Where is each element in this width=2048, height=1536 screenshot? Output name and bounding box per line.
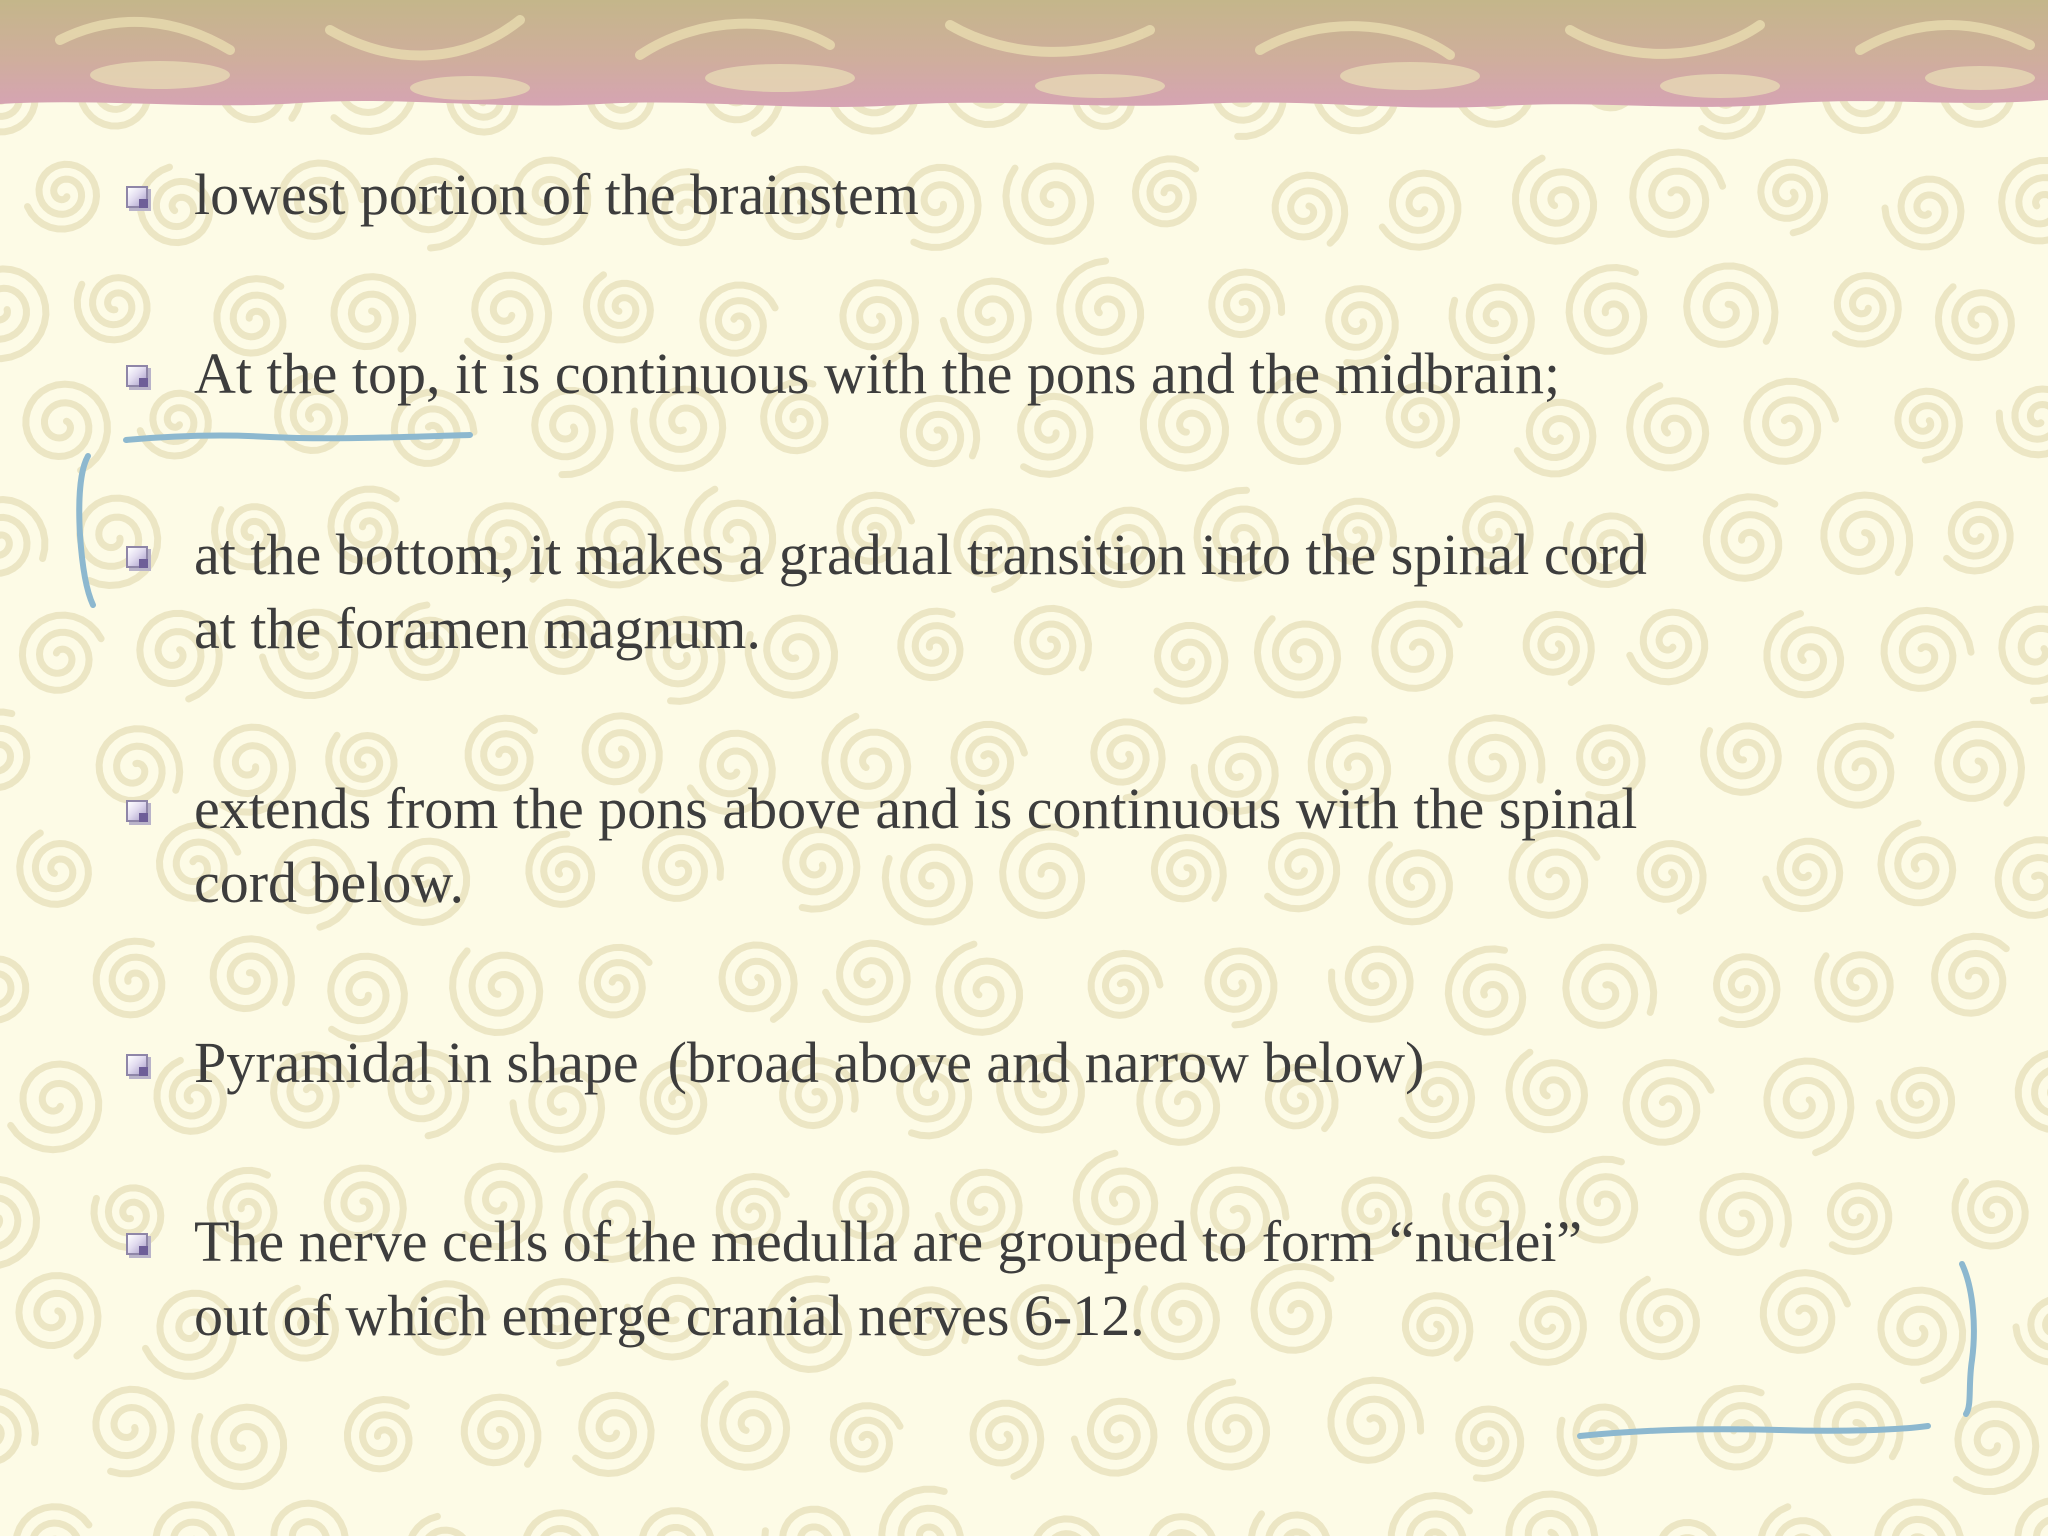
bullet-text: Pyramidal in shape (broad above and narrow below)	[194, 1030, 1425, 1095]
swirl-shape	[833, 1406, 900, 1469]
decorative-top-banner	[0, 0, 2048, 120]
swirl-shape	[1517, 402, 1593, 474]
swirl-shape	[258, 1503, 346, 1536]
square-bullet-icon	[126, 365, 148, 387]
swirl-shape	[2018, 1052, 2048, 1130]
bullet-item	[126, 1205, 1956, 1353]
swirl-shape	[1877, 1502, 1960, 1536]
swirl-shape	[0, 500, 45, 574]
swirl-shape	[1190, 1382, 1266, 1467]
swirl-shape	[1818, 955, 1891, 1019]
swirl-shape	[1208, 951, 1274, 1025]
swirl-shape	[453, 951, 540, 1033]
swirl-shape	[525, 1513, 599, 1536]
swirl-shape	[1560, 1407, 1634, 1473]
swirl-shape	[1935, 936, 2007, 1013]
swirl-shape	[882, 1489, 961, 1536]
bullet-text: extends from the pons above and is continuous with the spinal cord below.	[194, 776, 1638, 915]
swirl-shape	[586, 275, 650, 340]
swirl-shape	[2018, 1500, 2048, 1536]
swirl-shape	[1212, 272, 1282, 335]
swirl-shape	[582, 947, 649, 1015]
swirl-shape	[1091, 953, 1160, 1015]
square-bullet-icon	[126, 1233, 148, 1255]
swirl-shape	[0, 1179, 37, 1266]
swirl-shape	[1509, 1494, 1595, 1536]
swirl-shape	[1459, 1409, 1521, 1479]
bullet-text: At the top, it is continuous with the pons and the midbrain;	[194, 341, 1561, 406]
square-bullet-icon	[126, 186, 148, 208]
swirl-shape	[1648, 1523, 1718, 1536]
swirl-shape	[2002, 161, 2048, 241]
swirl-shape	[156, 1505, 233, 1536]
swirl-shape	[1817, 1387, 1900, 1461]
swirl-shape	[19, 1276, 98, 1356]
swirl-shape	[96, 941, 162, 1015]
bullet-item	[126, 518, 1956, 666]
swirl-shape	[20, 833, 89, 904]
swirl-shape	[1251, 1514, 1328, 1536]
bullet-text: lowest portion of the brainstem	[194, 162, 919, 227]
swirl-shape	[1331, 1380, 1421, 1460]
swirl-shape	[195, 1407, 284, 1487]
square-bullet-icon	[126, 800, 148, 822]
square-bullet-icon	[126, 546, 148, 568]
swirl-shape	[0, 1391, 35, 1462]
bullet-item	[126, 772, 1956, 920]
swirl-shape	[1947, 505, 2011, 572]
swirl-shape	[1998, 840, 2048, 916]
bullet-text: The nerve cells of the medulla are grouped to form “nuclei” out of which emerge cranial nerves 6-12.	[194, 1209, 1583, 1348]
swirl-shape	[2016, 1299, 2048, 1362]
swirl-shape	[26, 384, 108, 470]
swirl-shape	[348, 1400, 409, 1469]
swirl-shape	[1717, 957, 1778, 1025]
bullet-item	[126, 337, 1956, 411]
swirl-shape	[1687, 266, 1775, 344]
swirl-shape	[213, 939, 291, 1009]
swirl-shape	[0, 959, 26, 1021]
swirl-shape	[28, 164, 97, 229]
swirl-shape	[973, 1403, 1041, 1476]
swirl-shape	[1034, 1519, 1102, 1536]
swirl-shape	[939, 944, 1020, 1032]
bullet-item	[126, 1026, 1956, 1100]
swirl-shape	[1955, 1182, 2025, 1247]
swirl-shape	[2002, 609, 2048, 701]
swirl-shape	[22, 615, 101, 690]
swirl-shape	[1956, 1404, 2036, 1491]
swirl-shape	[576, 1395, 652, 1473]
swirl-shape	[1448, 949, 1522, 1032]
bullet-text: at the bottom, it makes a gradual transition into the spinal cord at the foramen magnum.	[194, 522, 1647, 661]
swirl-shape	[77, 278, 147, 340]
swirl-shape	[1391, 1496, 1469, 1536]
square-bullet-icon	[126, 1054, 148, 1076]
swirl-shape	[0, 269, 46, 359]
swirl-shape	[1760, 1507, 1831, 1536]
swirl-shape	[0, 712, 27, 788]
swirl-shape	[1566, 947, 1654, 1025]
swirl-shape	[1332, 949, 1411, 1019]
swirl-shape	[11, 1064, 99, 1150]
swirl-shape	[1700, 1388, 1770, 1467]
swirl-shape	[1151, 1517, 1216, 1536]
swirl-shape	[464, 1397, 538, 1464]
swirl-shape	[722, 945, 794, 1019]
swirl-shape	[1074, 1401, 1154, 1473]
swirl-shape	[704, 1384, 787, 1468]
bullet-item	[126, 158, 1956, 232]
swirl-shape	[408, 1516, 470, 1536]
swirl-shape	[16, 1507, 89, 1536]
swirl-shape	[765, 1509, 849, 1536]
swirl-shape	[1836, 276, 1899, 344]
swirl-shape	[826, 943, 908, 1019]
swirl-shape	[1999, 389, 2048, 455]
swirl-shape	[642, 1511, 713, 1536]
swirl-shape	[96, 1389, 171, 1474]
